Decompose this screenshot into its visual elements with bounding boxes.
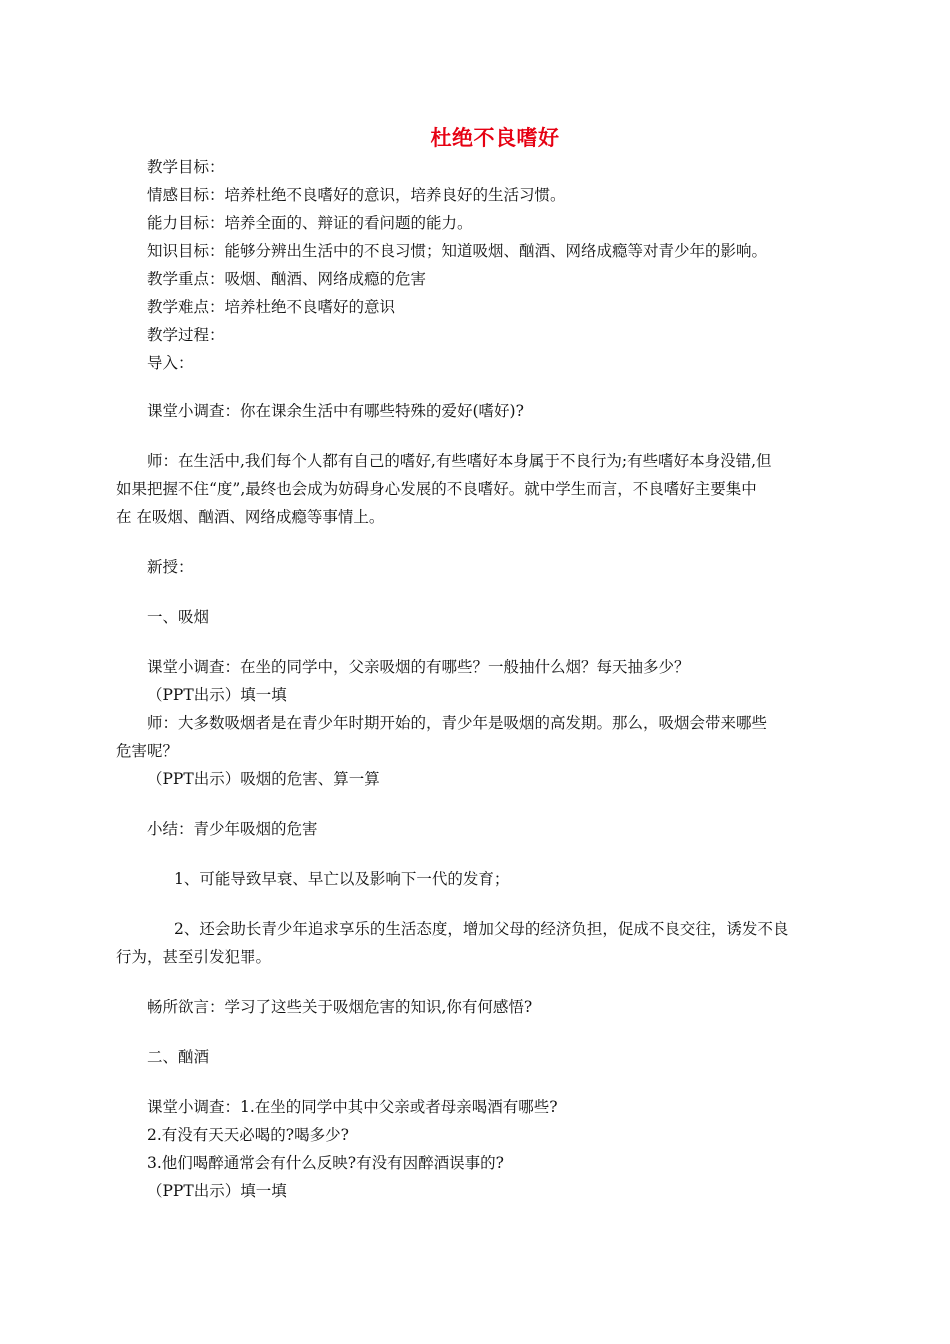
text-line: 2.有没有天天必喝的?喝多少? (147, 1126, 349, 1144)
list-item: 2、还会助长青少年追求享乐的生活态度，增加父母的经济负担，促成不良交往，诱发不良 (174, 920, 789, 938)
text-line: （PPT出示）填一填 (147, 1182, 287, 1200)
text-line: 课堂小调查：1.在坐的同学中其中父亲或者母亲喝酒有哪些? (147, 1098, 558, 1116)
text-line: 畅所欲言：学习了这些关于吸烟危害的知识,你有何感悟? (147, 998, 533, 1016)
text-line: 行为，甚至引发犯罪。 (116, 948, 272, 966)
text-line: 情感目标：培养杜绝不良嗜好的意识，培养良好的生活习惯。 (147, 186, 566, 204)
text-line: 能力目标：培养全面的、辩证的看问题的能力。 (147, 214, 473, 232)
text-line: 危害呢？ (116, 742, 179, 760)
text-line: 新授： (147, 558, 194, 576)
text-line: 教学重点：吸烟、酗酒、网络成瘾的危害 (147, 270, 427, 288)
text-line: 教学难点：培养杜绝不良嗜好的意识 (147, 298, 396, 316)
list-item: 1、可能导致早衰、早亡以及影响下一代的发育； (174, 870, 510, 888)
text-line: 小结：青少年吸烟的危害 (147, 820, 318, 838)
document-title: 杜绝不良嗜好 (430, 126, 560, 150)
section-heading: 一、吸烟 (147, 608, 210, 626)
text-line: 教学目标： (147, 158, 225, 176)
text-line: 如果把握不住“度”,最终也会成为妨碍身心发展的不良嗜好。就中学生而言，不良嗜好主要集中 (116, 480, 757, 498)
text-line: 知识目标：能够分辨出生活中的不良习惯；知道吸烟、酗酒、网络成瘾等对青少年的影响。 (147, 242, 768, 260)
text-line: 课堂小调查：在坐的同学中，父亲吸烟的有哪些？一般抽什么烟？每天抽多少？ (147, 658, 690, 676)
section-heading: 二、酗酒 (147, 1048, 210, 1066)
text-line: （PPT出示）吸烟的危害、算一算 (147, 770, 380, 788)
text-line: （PPT出示）填一填 (147, 686, 287, 704)
text-line: 在 在吸烟、酗酒、网络成瘾等事情上。 (116, 508, 385, 526)
text-line: 师：在生活中,我们每个人都有自己的嗜好,有些嗜好本身属于不良行为;有些嗜好本身没错,但 (147, 452, 772, 470)
text-line: 教学过程： (147, 326, 225, 344)
text-line: 师：大多数吸烟者是在青少年时期开始的，青少年是吸烟的高发期。那么，吸烟会带来哪些 (147, 714, 768, 732)
text-line: 导入： (147, 354, 194, 372)
text-line: 课堂小调查：你在课余生活中有哪些特殊的爱好(嗜好)? (147, 402, 524, 420)
text-line: 3.他们喝醉通常会有什么反映?有没有因醉酒误事的? (147, 1154, 504, 1172)
